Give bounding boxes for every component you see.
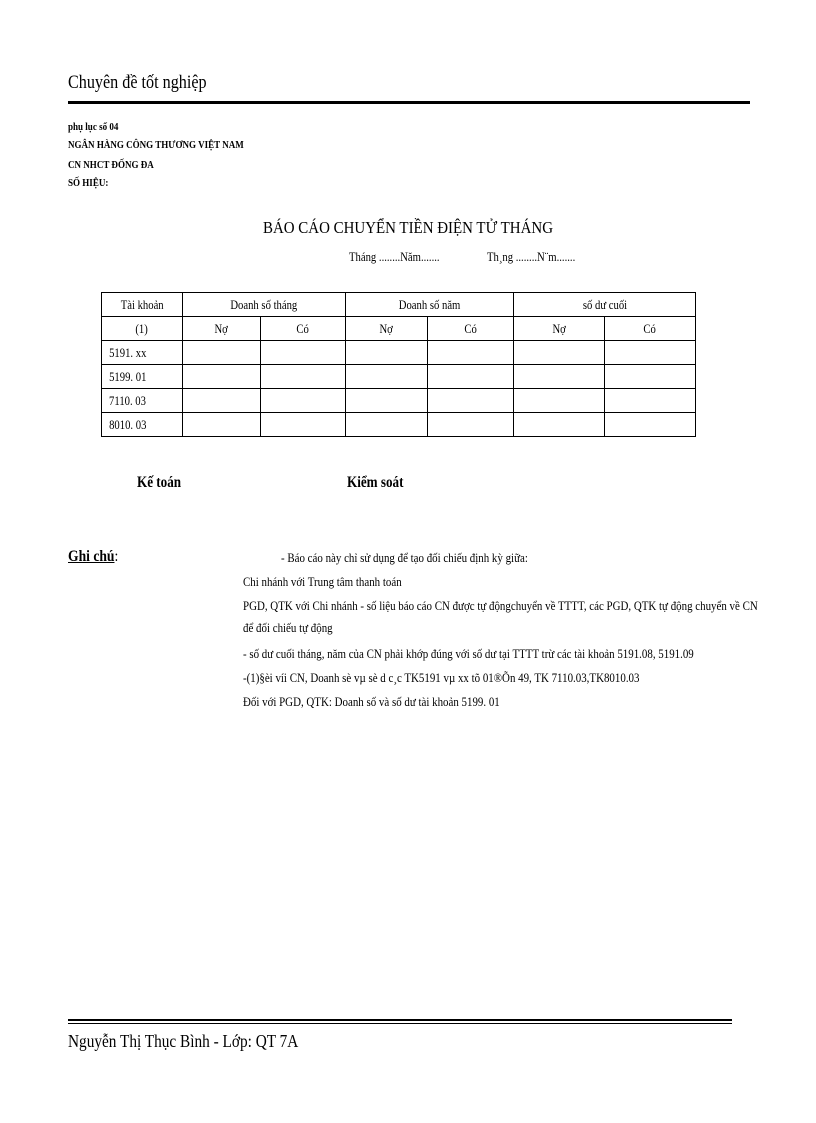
table-cell [346,413,428,437]
subheader-credit: Có [605,317,696,341]
table-cell [183,341,261,365]
table-cell [605,341,696,365]
table-cell [428,389,514,413]
note-line: Chi nhánh với Trung tâm thanh toán [243,574,402,589]
branch-name: CN NHCT ĐỐNG ĐA [68,159,154,171]
table-cell [514,413,605,437]
subheader-credit: Có [428,317,514,341]
account-cell: 5191. xx [102,341,183,365]
footer-divider-thin [68,1023,732,1024]
note-line: - Báo cáo này chỉ sử dụng để tạo đối chiếu định kỳ giữa: [281,550,528,565]
table-cell [346,365,428,389]
note-line: -(1)§èi víi CN, Doanh sè vµ sè d c¸c TK5191 vµ xx tõ 01®Õn 49, TK 7110.03,TK8010.03 [243,670,640,685]
report-period: Tháng ........Năm....... [349,249,440,264]
signature-controller: Kiểm soát [347,474,404,491]
footer-divider [68,1019,732,1021]
table-cell [183,365,261,389]
table-cell [261,365,346,389]
table-cell [428,413,514,437]
subheader-debit: Nợ [183,317,261,341]
header-divider [68,101,750,104]
signature-accountant: Kế toán [137,474,182,491]
table-subheader-row [102,317,696,341]
appendix-label: phụ lục số 04 [68,121,119,133]
document-header-title: Chuyên đề tốt nghiệp [68,72,207,93]
bank-name: NGÂN HÀNG CÔNG THƯƠNG VIỆT NAM [68,139,244,151]
subheader-debit: Nợ [346,317,428,341]
table-row [102,413,696,437]
header-monthly-turnover: Doanh số tháng [183,293,346,317]
footer-author: Nguyễn Thị Thục Bình - Lớp: QT 7A [68,1031,299,1051]
table-cell [605,413,696,437]
table-cell [183,413,261,437]
note-line: - số dư cuối tháng, năm của CN phải khớp đúng với số dư tại TTTT trừ các tài khoản 5191.08, 5191.09 [243,646,694,661]
report-period-alt: Th¸ng ........N¨m....... [487,249,576,264]
table-header-row [102,293,696,317]
notes-label-text: Ghi chú [68,548,115,565]
table-cell [428,365,514,389]
table-cell [183,389,261,413]
table-row [102,365,696,389]
header-ending-balance: số dư cuối [514,293,696,317]
account-cell: 7110. 03 [102,389,183,413]
table-row [102,341,696,365]
document-code-label: SỐ HIỆU: [68,177,109,189]
table-cell [605,389,696,413]
header-account: Tài khoản [102,293,183,317]
table-cell [346,389,428,413]
table-cell [605,365,696,389]
note-line: Đối với PGD, QTK: Doanh số và số dư tài khoản 5199. 01 [243,694,500,709]
report-title: BÁO CÁO CHUYỂN TIỀN ĐIỆN TỬ THÁNG [262,218,554,237]
table-cell [514,389,605,413]
notes-label [68,548,118,566]
subheader-account-ref: (1) [102,317,183,341]
table-cell [261,341,346,365]
table-cell [514,365,605,389]
report-table [101,292,696,437]
account-cell: 8010. 03 [102,413,183,437]
subheader-debit: Nợ [514,317,605,341]
note-line: để đối chiếu tự động [243,620,333,635]
account-cell: 5199. 01 [102,365,183,389]
subheader-credit: Có [261,317,346,341]
notes-label-colon: : [114,548,119,565]
table-cell [261,413,346,437]
table-cell [261,389,346,413]
table-row [102,389,696,413]
table-cell [428,341,514,365]
table-cell [346,341,428,365]
table-cell [514,341,605,365]
note-line: PGD, QTK với Chi nhánh - số liệu báo cáo CN được tự độngchuyển về TTTT, các PGD, QTK tự động chuyển về CN [243,598,758,613]
header-yearly-turnover: Doanh số năm [346,293,514,317]
